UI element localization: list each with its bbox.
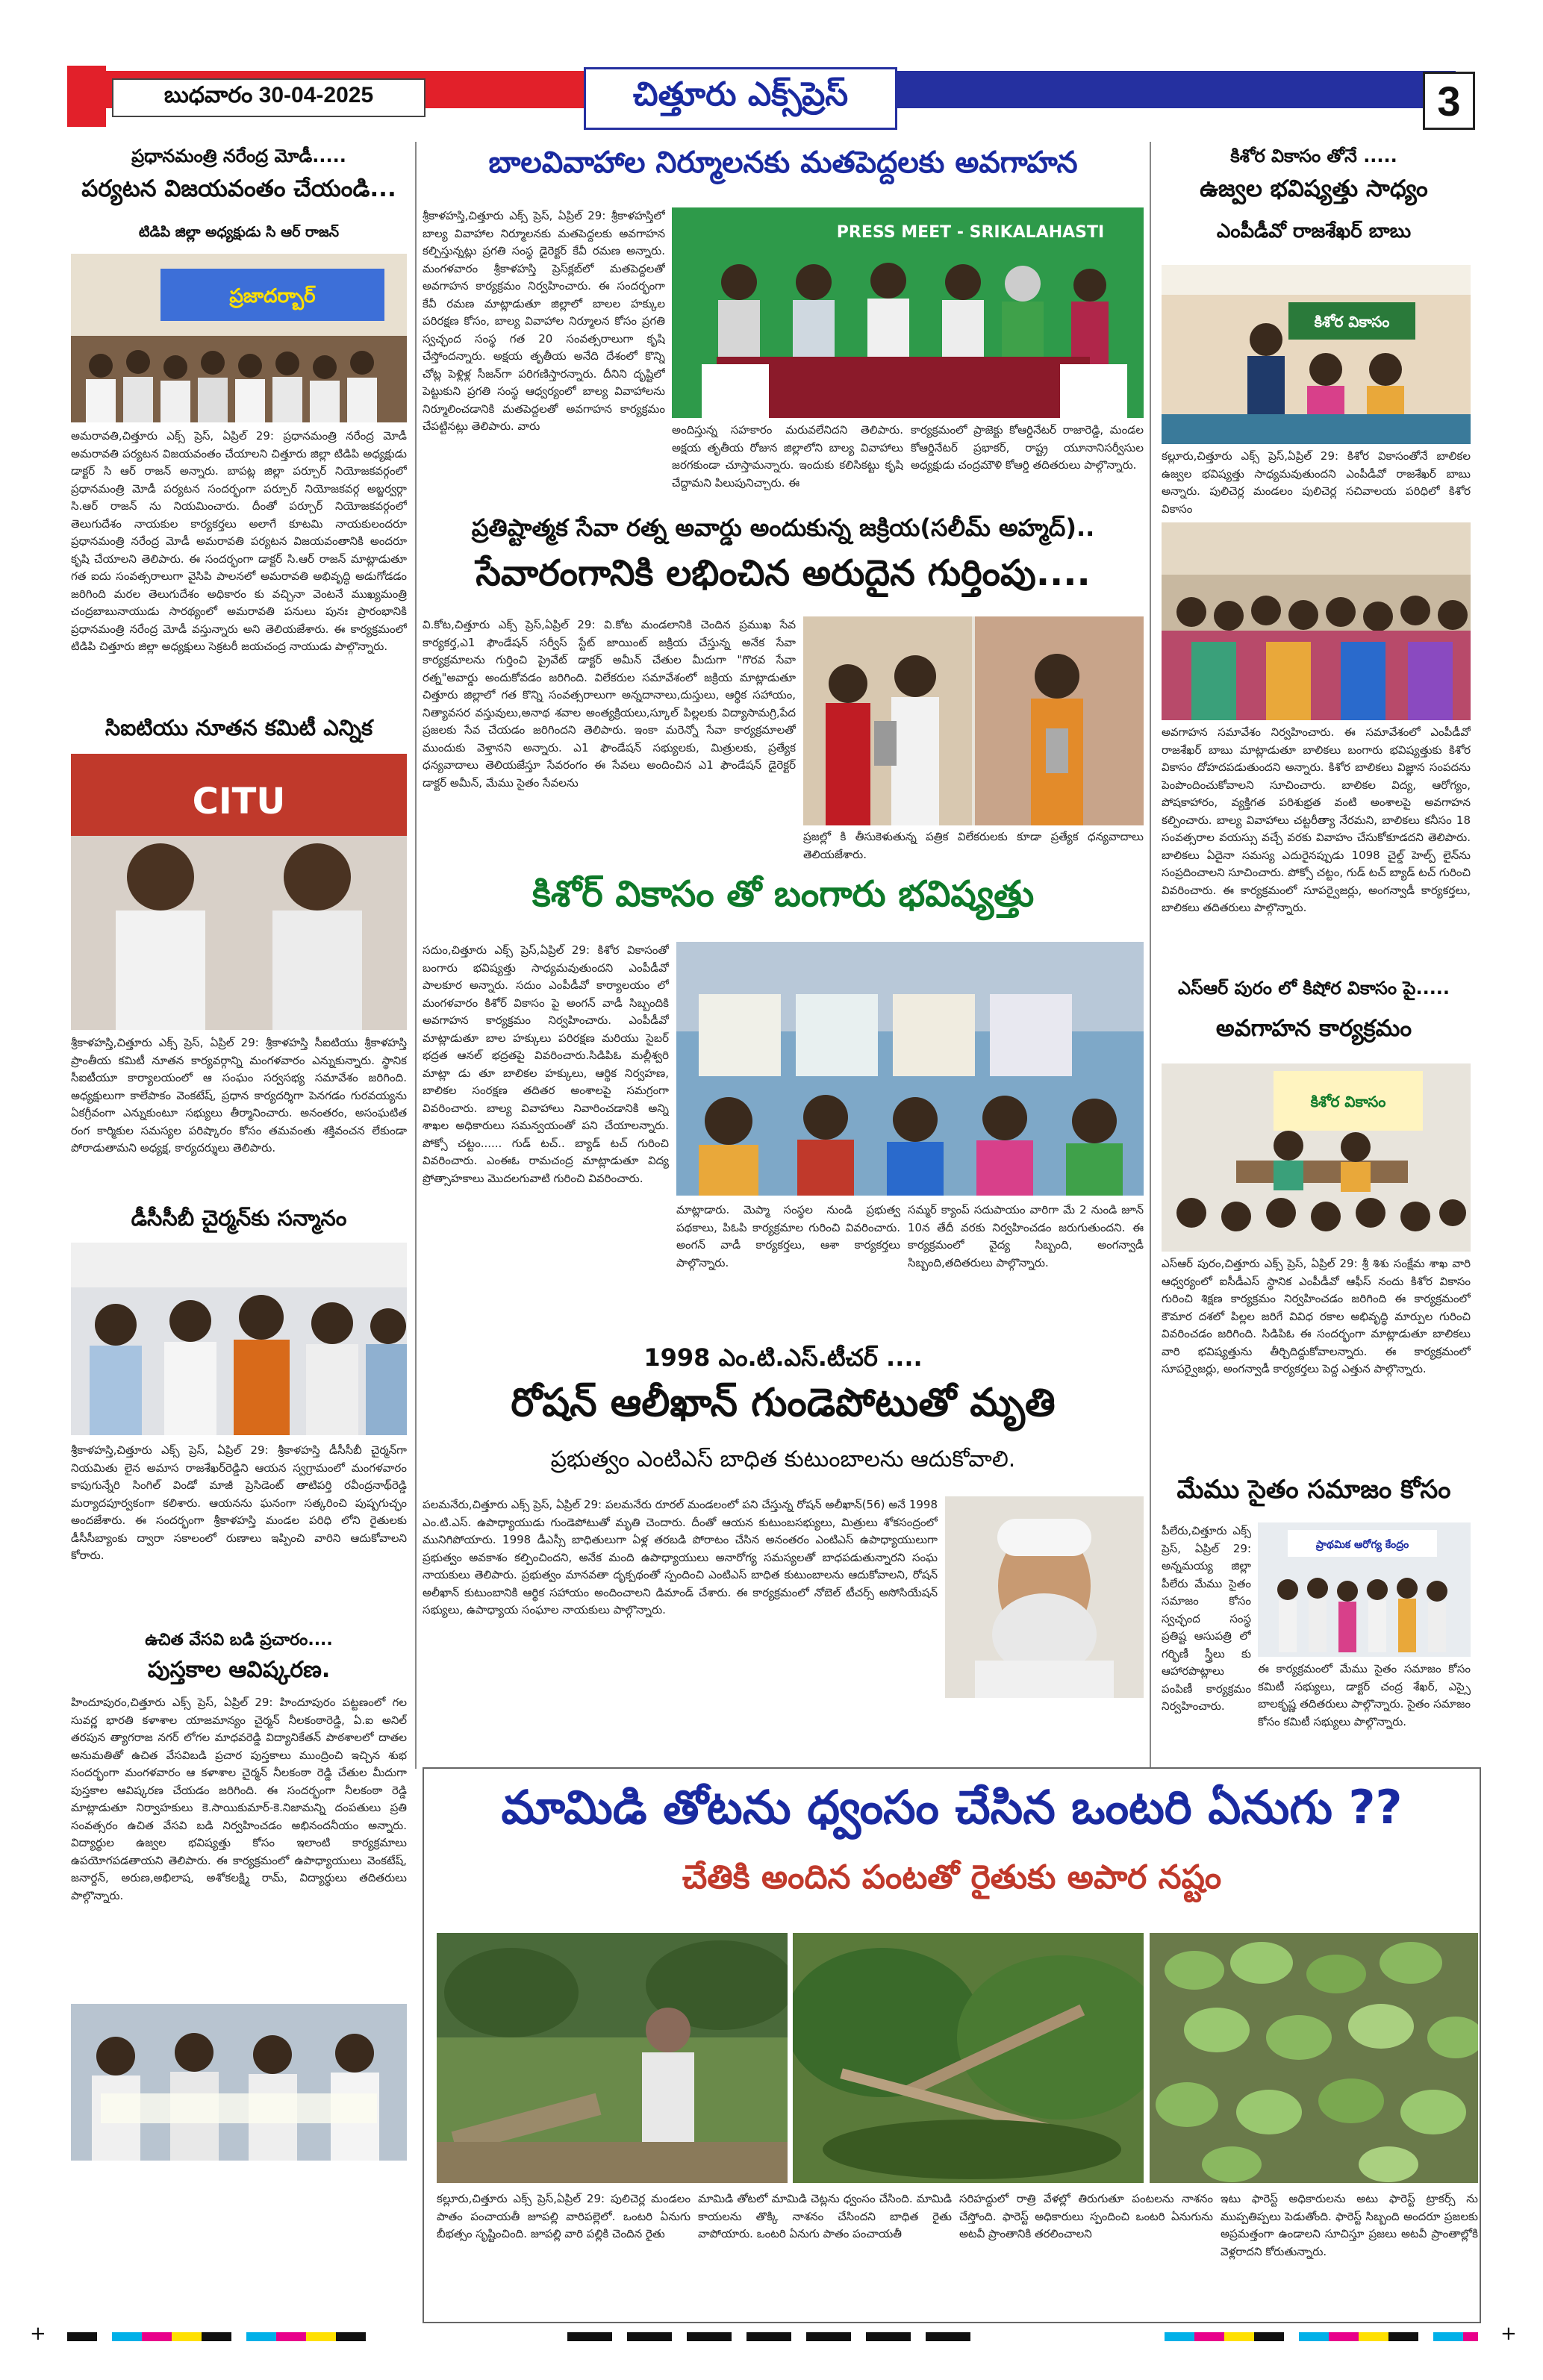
bottom-photo-mangoes [1150,1933,1478,2183]
masthead-blue-band [858,71,1456,108]
left-story3-photo [71,1243,407,1435]
registration-mark-right: + [1500,2323,1517,2345]
left-story2-photo-banner: CITU [192,781,286,822]
right-story2-photo-banner: కిశోర వికాసం [1310,1093,1386,1111]
masthead-date: బుధవారం 30-04-2025 [112,78,426,117]
left-story4-kicker: ఉచిత వేసవి బడి ప్రచారం.... [145,1631,333,1649]
center-story1-headline: బాలవివాహాల నిర్మూలనకు మతపెద్దలకు అవగాహన [488,146,1078,180]
column-divider-left [415,142,417,1769]
center-story2-body: వి.కోట,చిత్తూరు ఎక్స్ ప్రెస్,ఏప్రిల్ 29: వి.కోట మండలానికి చెందిన ప్రముఖ సేవ కార్యకర్త,ఎ1 ఫౌండేషన్ సర్వీస్ స్టేట్ జాయింట్ జక్రియ చేస్తున్న అనేక సేవా కార్యక్రమాలను గుర్తించి ప్రైవేట్ డాక్టర్ అమీన్ చేతుల మీదుగా "గొరవ సేవా రత్న"అవార్డు అందుకోవడం జరిగింది. విలేకరుల సమావేశంలో జక్రియ మాట్లాడుతూ చిత్తూరు జిల్లాలో గత కొన్ని సంవత్సరాలుగా అన్నదానాలు,దుస్తులు, ఆర్థిక సహాయం, నిత్యావసర వస్తువులు,అనాథ శవాల అంత్యక్రియలు,స్కూల్ పిల్లలకు విద్యాసామగ్రి,పేద ప్రజలకు సేవ చేయడం జరిగిందని తెలిపారు. ఇంకా మరెన్నో సేవా కార్యక్రమాలతో ముందుకు వెళ్తానని అన్నారు. ఎ1 ఫౌండేషన్ సభ్యులకు, మిత్రులకు, ప్రత్యేక ధన్యవాదాలు తెలియజేస్తూ సేవరంగం ఈ సేవలు అందించిన ఎ1 ఫౌండేషన్ డైరెక్టర్ డాక్టర్ అమీన్, మేము సైతం సేవలను [423,618,796,790]
right-story2-kicker: ఎస్ఆర్ పురం లో కిషోర వికాసం పై..... [1177,978,1450,999]
right-story1-photo1 [1162,265,1471,444]
center-story3-body2: మాట్లాడారు. మెప్మా సంస్థల నుండి ప్రభుత్వ పథకాలు, పిఓపి కార్యక్రమాల గురించి వివరించారు. అంగన్ వాడీ కార్యకర్తలు, ఆశా కార్యకర్తలు పాల్గొన్నారు. [676,1203,900,1269]
right-story2-body: ఎస్ఆర్ పురం,చిత్తూరు ఎక్స్ ప్రెస్, ఏప్రిల్ 29: శ్రీ శిశు సంక్షేమ శాఖ వారి ఆధ్వర్యంలో ఐసీడీఎస్ స్థానిక ఎంపీడీవో ఆఫీస్ నందు కిశోర వికాసం గురించి శిక్షణ కార్యక్రమం నిర్వహించడం జరిగింది ఈ కార్యక్రమంలో కౌమార దశలో పిల్లల జరిగే వివిధ రకాల అభివృద్ధి మార్పుల గురించి వివరించడం జరిగింది. సిడిపిఓ ఈ సందర్భంగా మాట్లాడుతూ బాలికలు వారి భవిష్యత్తును తీర్చిదిద్దుకోవాలన్నారు. ఈ కార్యక్రమంలో సూపర్వైజర్లు, అంగన్వాడీ కార్యకర్తలు పెద్ద ఎత్తున పాల్గొన్నారు. [1162,1257,1471,1375]
left-story1-photo-banner: ప్రజాదర్బార్ [229,285,316,307]
center-story4-subhead: ప్రభుత్వం ఎంటిఎస్ బాధిత కుటుంబాలను ఆదుకోవాలి. [550,1446,1016,1472]
left-story2-headline: సిఐటియు నూతన కమిటీ ఎన్నిక [105,715,373,740]
left-story2-body: శ్రీకాళహస్తి,చిత్తూరు ఎక్స్ ప్రెస్, ఏప్రిల్ 29: శ్రీకాళహస్తి సీఐటియు శ్రీకాళహస్తి ప్రాంతీయ కమిటీ నూతన కార్యవర్గాన్ని మంగళవారం ఎన్నుకున్నారు. స్థానిక సీఐటీయూ కార్యాలయంలో ఆ సంఘం సర్వసభ్య సమావేశం జరిగింది. అధ్యక్షులుగా కాలేపాకం వెంకటేష్, ప్రధాన కార్యదర్శిగా పెనగడం గురవయ్యను ఏకగ్రీవంగా ఎన్నుకుంటూ సభ్యులు తీర్మానించారు. అనంతరం, అసంఘటిత రంగ కార్మికుల సమస్యల పరిష్కారం కోసం తమవంతు శక్తివంచన లేకుండా పోరాడుతామని అధ్యక్ష, కార్యదర్శులు తెలిపారు. [71,1036,407,1155]
left-story1-kicker: ప్రధానమంత్రి నరేంద్ర మోడీ..... [131,146,346,166]
left-story1-photo [71,254,407,422]
center-story4-headline: రోషన్ ఆలీఖాన్ గుండెపోటుతో మృతి [511,1381,1056,1425]
right-story1-subhead: ఎంపీడీవో రాజశేఖర్ బాబు [1216,220,1412,243]
right-story1-headline: ఉజ్వల భవిష్యత్తు సాధ్యం [1200,175,1428,202]
left-story4-photo [71,2004,407,2161]
center-story4-body: పలమనేరు,చిత్తూరు ఎక్స్ ప్రెస్, ఏప్రిల్ 29: పలమనేరు రూరల్ మండలంలో పని చేస్తున్న రోషన్ అలీఖాన్(56) అనే 1998 ఎం.టి.ఎస్. ఉపాధ్యాయుడు గుండెపోటుతో మృతి చెందారు. దీంతో ఆయన కుటుంబసభ్యులు, మిత్రులు శోకసంద్రంలో మునిగిపోయారు. 1998 డీఎస్సీ బాధితులుగా ఏళ్ల తరబడి పోరాటం చేసిన అనంతరం ఎంటిఎస్ ఉపాధ్యాయులుగా ప్రభుత్వం అవకాశం కల్పించిందని, అనేక మంది ఉపాధ్యాయులు అనారోగ్య సమస్యలతో బాధపడుతున్నారని సంఘ నాయకులు తెలిపారు. ప్రభుత్వం మానవతా దృక్పథంతో స్పందించి ఎంటిఎస్ బాధిత కుటుంబాలను ఆదుకోవాలని, రోషన్ అలీఖాన్ కుటుంబానికి ఆర్థిక సహాయం అందించాలని డిమాండ్ చేశారు. ఈ కార్యక్రమంలో నోబెల్ టీచర్స్ అసోసియేషన్ సభ్యులు, ఉపాధ్యాయ సంఘాల నాయకులు పాల్గొన్నారు. [423,1498,938,1617]
left-story3-headline: డీసీసీబీ చైర్మన్‌కు సన్మానం [131,1205,347,1231]
color-bar-left [67,2332,381,2341]
left-story4-headline: పుస్తకాల ఆవిష్కరణ. [147,1657,331,1683]
bottom-body3: సరిహద్దులో రాత్రి వేళల్లో తిరుగుతూ పంటలను నాశనం చేస్తోంది. ఫారెస్ట్ అధికారులు స్పందించి ఒంటరి ఏనుగును అటవీ ప్రాంతానికి తరలించాలని [959,2192,1213,2240]
right-story3-photo [1258,1522,1471,1657]
right-story3-body1: పీలేరు,చిత్తూరు ఎక్స్ ప్రెస్, ఏప్రిల్ 29: అన్నమయ్య జిల్లా పీలేరు మేము సైతం సమాజం కోసం స్వచ్ఛంద సంస్థ ప్రతిష్ట ఆసుపత్రి లో గర్భిణీ స్త్రీలు కు ఆహారపొట్లాలు పంపిణీ కార్యక్రమం నిర్వహించారు. [1162,1524,1251,1713]
bottom-photo-broken-branches [793,1933,1144,2183]
left-story3-body: శ్రీకాళహస్తి,చిత్తూరు ఎక్స్ ప్రెస్, ఏప్రిల్ 29: శ్రీకాళహస్తి డీసీసీబీ చైర్మన్‌గా నియమితు లైన అమాస రాజశేఖర్‌రెడ్డిని ఆయన స్వగ్రామంలో మంగళవారం కాపుగున్నేరి సింగిల్ విండో మాజీ ప్రెసిడెంట్ తాటిపర్తి రవీంద్రనాథ్‌రెడ్డి మర్యాదపూర్వకంగా కలిశారు. ఆయనను ఘనంగా సత్కరించి పుష్పగుచ్ఛం అందజేశారు. ఈ సందర్భంగా శ్రీకాళహస్తి మండల పరిధి లోని రైతులకు డీసీసీబ్యాంకు ద్వారా సకాలంలో రుణాలు ఇప్పించి వారిని ఆదుకోవాలని కోరారు. [71,1443,407,1562]
right-story1-photo2 [1162,522,1471,720]
center-story1-body3: కార్యక్రమంలో ప్రాజెక్టు కోఆర్డినేటర్ రాజారెడ్డి, మండల కోఆర్డినేటర్ ప్రభాకర్, రాష్ట్ర యూనానిసర్వీసుల అధ్యక్షుడు చంద్రమౌళి కోఆర్డి తదితరులు పాల్గొన్నారు. [911,423,1144,472]
left-story1-body: అమరావతి,చిత్తూరు ఎక్స్ ప్రెస్, ఏప్రిల్ 29: ప్రధానమంత్రి నరేంద్ర మోడీ అమరావతి పర్యటన విజయవంతం చేయాలని చిత్తూరు జిల్లా టిడిపి అధ్యక్షుడు డాక్టర్ సి ఆర్ రాజన్ అన్నారు. బాపట్ల జిల్లా పర్చూర్ నియోజకవర్గంలో ప్రధానమంత్రి మోడీ పర్యటన సందర్భంగా పర్చూర్ నియోజకవర్గ అబ్జర్వర్గా సి.ఆర్ రాజన్ ను నియమించారు. దీంతో పర్చూర్ నియోజకవర్గంలో తెలుగుదేశం నాయకుల కార్యకర్తలు అలాగే కూటమి నాయకులందరూ ప్రధానమంత్రి నరేంద్ర మోడీ అమరావతి పర్యటన విజయవంతానికి అందరూ కృషి చేయాలని తెలిపారు. ఈ సందర్భంగా డాక్టర్ సి.ఆర్ రాజన్ మాట్లాడుతూ గత ఐదు సంవత్సరాలుగా వైసిపి పాలనలో అమరావతి అభివృద్ధి అడుగోడడం జరిగింది మరల తెలుగుదేశం అధికారం కు వచ్చినా వెంటనే ముఖ్యమంత్రి చంద్రబాబునాయుడు సారథ్యంలో అమరావతి పనులు పునః ప్రారంభానికి ప్రధానమంత్రి నరేంద్ర మోడీ వస్తున్నారు అని తెలియజేశారు. ఈ కార్యక్రమంలో టిడిపి చిత్తూరు జిల్లా అధ్యక్షులు సెక్రటరీ జయచంద్ర నాయుడు పాల్గొన్నారు. [71,429,407,653]
bottom-story-subhead: చేతికి అందిన పంటతో రైతుకు అపార నష్టం [682,1858,1222,1896]
right-story3-body2: ఈ కార్యక్రమంలో మేము సైతం సమాజం కోసం కమిటీ సభ్యులు, డాక్టర్ చంద్ర శేఖర్, ఎస్సై బాలకృష్ణ తదితరులు పాల్గొన్నారు. సైతం సమాజం కోసం కమిటీ సభ్యులు పాల్గొన్నారు. [1258,1662,1471,1728]
masthead-red-tab [67,66,106,127]
masthead-logo: చిత్తూరు ఎక్స్‌ప్రెస్ [584,67,897,130]
center-story1-photo-banner: PRESS MEET - SRIKALAHASTI [836,223,1105,242]
right-story2-photo [1162,1063,1471,1252]
bottom-body1: కల్లూరు,చిత్తూరు ఎక్స్ ప్రెస్,ఏప్రిల్ 29: పులిచెర్ల మండలం పాతం పంచాయతీ జూపల్లి వారిపల్లెలో. ఒంటరి ఏనుగు బీభత్సం సృష్టించింది. జూపల్లి వారి పల్లికి చెందిన రైతు [437,2192,691,2240]
page-number: 3 [1423,72,1475,130]
center-story1-photo [672,207,1144,418]
center-story2-photo [803,616,1144,825]
bottom-photo-farmer [437,1933,788,2183]
bottom-body4: ఇటు ఫారెస్ట్ అధికారులను అటు ఫారెస్ట్ ట్రాకర్స్ ను ముప్పతిప్పలు పెడుతోంది. ఫారెస్ట్ సిబ్బంది అందరూ ప్రజలకు అప్రమత్తంగా ఉండాలని సూచిస్తూ ప్రజలు అటవీ ప్రాంతాల్లోకి వెళ్లరాదని కోరుతున్నారు. [1221,2192,1478,2258]
right-story3-photo-banner: ప్రాథమిక ఆరోగ్య కేంద్రం [1315,1539,1409,1551]
right-story3-headline: మేము సైతం సమాజం కోసం [1176,1475,1451,1505]
color-bar-right [1165,2332,1478,2341]
right-story1-photo-banner: కిశోర వికాసం [1314,313,1390,331]
color-bar-center [567,2332,985,2341]
right-story1-body2: అవగాహన సమావేశం నిర్వహించారు. ఈ సమావేశంలో ఎంపీడీవో రాజశేఖర్ బాబు మాట్లాడుతూ బాలికలు బంగారు భవిష్యత్తుకు కిశోర వికాసం దోహదపడుతుందని అన్నారు. కిశోర బాలికలు విజ్ఞాన సంపదను పెంపొందించుకోవాలని సూచించారు. బాలికల విద్య, ఆరోగ్యం, పోషకాహారం, వ్యక్తిగత పరిశుభ్రత వంటి అంశాలపై అవగాహన కల్పించారు. బాల్య వివాహాలు చట్టరీత్యా నేరమని, బాలికలు కనీసం 18 సంవత్సరాల వయస్సు వచ్చే వరకు వివాహం చేసుకోకూడదని తెలిపారు. బాలికలు ఏదైనా సమస్య ఎదురైనప్పుడు 1098 చైల్డ్ హెల్ప్ లైన్‌ను సంప్రదించాలని సూచించారు. పోక్సో చట్టం, గుడ్ టచ్ బ్యాడ్ టచ్ గురించి వివరించారు. ఈ కార్యక్రమంలో సూపర్వైజర్లు, అంగన్వాడీ కార్యకర్తలు, బాలికలు తదితరులు పాల్గొన్నారు. [1162,725,1471,914]
center-story3-photo [676,942,1144,1196]
bottom-story-headline: మామిడి తోటను ధ్వంసం చేసిన ఒంటరి ఏనుగు ?? [501,1780,1403,1834]
center-story2-body2: ప్రజల్లో కి తీసుకెళుతున్న పత్రిక విలేకరులకు కూడా ప్రత్యేక ధన్యవాదాలు తెలియజేశారు. [803,830,1144,861]
center-story3-body1: సదుం,చిత్తూరు ఎక్స్ ప్రెస్,ఏప్రిల్ 29: కిశోర వికాసంతో బంగారు భవిష్యత్తు సాధ్యమవుతుందని ఎంపీడీవో పాలకూర అన్నారు. సదుం ఎంపీడీవో కార్యాలయం లో మంగళవారం కిశోర్ వికాసం పై అంగన్ వాడీ సిబ్బందికి అవగాహన కార్యక్రమం నిర్వహించారు. ఎంపీడీవో మాట్లాడుతూ బాల హక్కులు పరిరక్షణ మరియు సైబర్ భద్రత ఆనల్ భద్రతపై వివరించారు.సిడిపిఓ మల్లీశ్వరి మాట్లా డు తూ బాలికల హక్కులు, ఆర్థిక నిర్వహణ, బాలికల సంరక్షణ తదితర అంశాలపై సమగ్రంగా వివరించారు. బాల్య వివాహాలు నివారించడానికి అన్ని శాఖల అధికారులు సమన్వయంతో పని చేయాలన్నారు. పోక్సో చట్టం...... గుడ్ టచ్.. బ్యాడ్ టచ్ గురించి వివరించారు. ఎంఈఓ రామచంద్ర మాట్లాడుతూ విద్య ప్రోత్సాహకాలు మొదలగువాటి గురించి వివరించారు. [423,943,669,1185]
center-story3-headline: కిశోర్ వికాసం తో బంగారు భవిష్యత్తు [532,873,1035,915]
left-story1-headline: పర్యటన విజయవంతం చేయండి... [81,175,396,202]
center-story4-photo [945,1496,1144,1698]
center-story1-body1: శ్రీకాళహస్తి,చిత్తూరు ఎక్స్ ప్రెస్, ఏప్రిల్ 29: శ్రీకాళహస్తిలో బాల్య వివాహాల నిర్మూలనకు మతపెద్దలకు అవగాహన కల్పిస్తున్నట్లు ప్రగతి సంస్థ డైరెక్టర్ కేవీ రమణ అన్నారు. మంగళవారం శ్రీకాళహస్తి ప్రెస్‌క్లబ్‌లో మతపెద్దలతో అవగాహన కార్యక్రమం నిర్వహించారు. ఈ సందర్భంగా కేవీ రమణ మాట్లాడుతూ జిల్లాలో బాలల హక్కుల పరిరక్షణ కోసం, బాల్య వివాహాల నిర్మూలన కోసం ప్రగతి స్వచ్ఛంద సంస్థ గత 20 సంవత్సరాలుగా కృషి చేస్తోందన్నారు. అక్షయ తృతీయ అనేది దేశంలో కొన్ని చోట్ల పెళ్లిళ్ల సీజన్‌గా పరిగణిస్తారన్నారు. దీనిని దృష్టిలో పెట్టుకుని ప్రగతి సంస్థ ఆధ్వర్యంలో బాల్య వివాహాలను నిర్మూలించడానికి మతపెద్దలతో అవగాహన కార్యక్రమం చేపట్టినట్లు తెలిపారు. వారు [423,209,665,433]
registration-mark-left: + [30,2323,46,2345]
center-story4-kicker: 1998 ఎం.టి.ఎస్.టీచర్ .... [643,1343,923,1372]
left-story1-subhead: టిడిపి జిల్లా అధ్యక్షుడు సి ఆర్ రాజన్ [138,224,340,240]
center-story3-body3: సమ్మర్ క్యాంప్ సదుపాయం వారిగా మే 2 నుండి జూన్ 10న తేదీ వరకు నిర్వహించడం జరుగుతుందని. ఈ కార్యక్రమంలో వైద్య సిబ్బంది, అంగన్వాడీ సిబ్బంది,తదితరులు పాల్గొన్నారు. [908,1203,1144,1269]
center-story2-kicker: ప్రతిష్టాత్మక సేవా రత్న అవార్డు అందుకున్న జక్రియ(సలీమ్ అహ్మద్).. [471,513,1095,542]
left-story4-body: హిందూపురం,చిత్తూరు ఎక్స్ ప్రెస్, ఏప్రిల్ 29: హిందూపురం పట్టణంలో గల సువర్ణ భారతి కళాశాల యాజమాన్యం చైర్మన్ నీలకంఠారెడ్డి, ఏ.ఐ అనిల్ తరపున త్యాగరాజ నగర్ లోగల మాధవరెడ్డి విద్యానికేతన్ పాఠశాలలో దాతల అనుమతితో ఉచిత వేసవిబడి ప్రచార పుస్తకాలు ముంద్రించి ఇచ్చిన శుభ సందర్భంగా మంగళవారం ఆ కళాశాల చైర్మన్ నీలకంఠా రెడ్డి చేతుల మీదుగా పుస్తకాల ఆవిష్కరణ చేయడం జరిగింది. ఈ సందర్భంగా నీలకంఠా రెడ్డి మాట్లాడుతూ నిర్వాహకులు కె.సాయికుమార్-కె.నిజామన్ని దంపతులు ప్రతి సంవత్సరం ఉచిత వేసవి బడి నిర్వహించడం అభినందనీయం అన్నారు. విద్యార్థుల ఉజ్వల భవిష్యత్తు కోసం ఇలాంటి కార్యక్రమాలు ఉపయోగపడతాయని తెలిపారు. ఈ కార్యక్రమంలో ఉపాధ్యాయులు వెంకటేష్, జనార్దన్, అరుణ,అభిలాష, అశోకలక్ష్మి రామ్, విద్యార్థులు తదితరులు పాల్గొన్నారు. [71,1696,407,1902]
bottom-body2: మామిడి తోటలో మామిడి చెట్లను ధ్వంసం చేసింది. మామిడి కాయలను తొక్కి నాశనం చేసిందని బాధిత రైతు వాపోయారు. ఒంటరి ఏనుగు పాతం పంచాయతీ [698,2192,952,2240]
center-story2-headline: సేవారంగానికి లభించిన అరుదైన గుర్తింపు.... [476,552,1091,594]
right-story1-body1: కల్లూరు,చిత్తూరు ఎక్స్ ప్రెస్,ఏప్రిల్ 29: కిశోర వికాసంతోనే బాలికల ఉజ్వల భవిష్యత్తు సాధ్యమవుతుందని ఎంపీడీవో రాజశేఖర్ బాబు అన్నారు. పులిచెర్ల మండలం పులిచెర్ల సచివాలయ పరిధిలో కిశోర వికాసం [1162,449,1471,516]
center-story1-body2: అందిస్తున్న సహకారం మరువలేనిదని తెలిపారు. అక్షయ తృతీయ రోజున జిల్లాలోని బాల్య వివాహాలు జరగకుండా చూస్తామన్నారు. ఇందుకు కలిసికట్టు కృషి చేద్దామని పిలుపునిచ్చారు. ఈ [672,423,903,490]
left-story2-photo [71,754,407,1030]
right-story2-headline: అవగాహన కార్యక్రమం [1215,1015,1412,1042]
right-story1-kicker: కిశోర వికాసం తోనే ..... [1230,146,1397,166]
column-divider-right [1150,142,1151,1769]
